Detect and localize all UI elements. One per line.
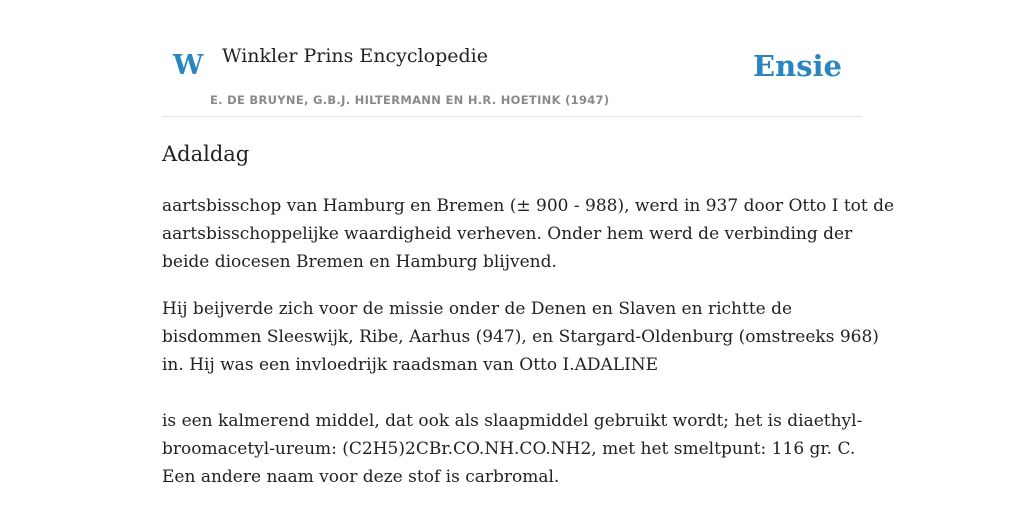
article	[162, 140, 895, 487]
paragraph-line: beide diocesen Bremen en Hamburg blijvend.	[162, 252, 557, 272]
article-paragraph	[162, 407, 862, 491]
paragraph-line: bisdommen Sleeswijk, Ribe, Aarhus (947), en Stargard-Oldenburg (omstreeks 968)	[162, 327, 879, 347]
paragraph-line: is een kalmerend middel, dat ook als slaapmiddel gebruikt wordt; het is diaethyl-	[162, 411, 863, 431]
paragraph-line: aartsbisschop van Hamburg en Bremen (± 900 - 988), werd in 937 door Otto I tot de	[162, 196, 895, 216]
paragraph-line: aartsbisschoppelijke waardigheid verheven. Onder hem werd de verbinding der	[162, 224, 853, 244]
article-paragraph	[162, 192, 894, 276]
paragraph-line: in. Hij was een invloedrijk raadsman van Otto I.ADALINE	[162, 355, 659, 375]
paragraph-line: Een andere naam voor deze stof is carbromal.	[162, 467, 560, 487]
paragraph-line: Hij beijverde zich voor de missie onder de Denen en Slaven en richtte de	[162, 299, 793, 319]
article-title: Adaldag	[162, 142, 250, 166]
source-title[interactable]: Winkler Prins Encyclopedie	[222, 45, 488, 67]
ensie-logo[interactable]: Ensie	[753, 49, 842, 83]
winkler-prins-logo[interactable]: W	[173, 50, 204, 81]
source-authors: E. DE BRUYNE, G.B.J. HILTERMANN EN H.R. HOETINK (1947)	[210, 93, 610, 107]
site-header	[162, 38, 862, 117]
article-paragraph	[162, 295, 879, 379]
paragraph-line: broomacetyl-ureum: (C2H5)2CBr.CO.NH.CO.NH2, met het smeltpunt: 116 gr. C.	[162, 439, 856, 459]
